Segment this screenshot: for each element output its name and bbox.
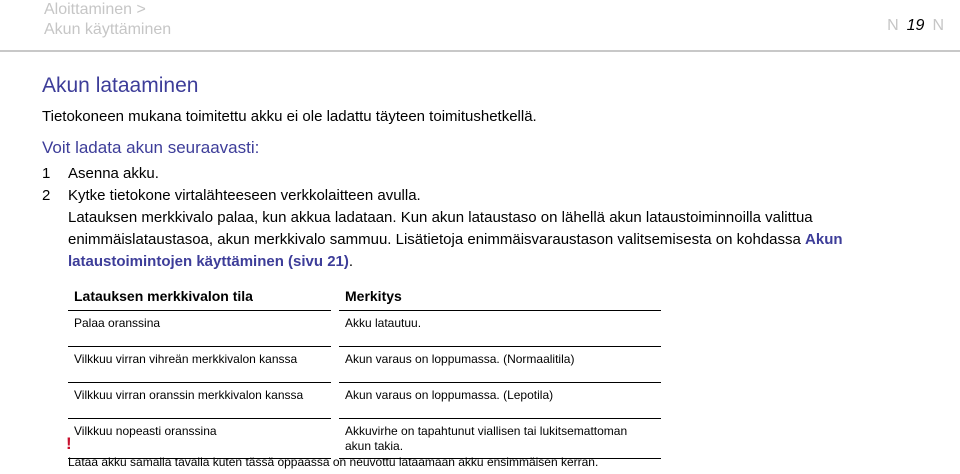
table-cell-meaning: Akku latautuu. [339,311,661,347]
detail-end: . [348,253,354,270]
table-cell-meaning: Akkuvirhe on tapahtunut viallisen tai lukitsemattoman akun takia. [339,419,661,459]
table-cell-status: Vilkkuu virran vihreän merkkivalon kanssa [68,347,331,383]
detail-text: Latauksen merkkivalo palaa, kun akkua ladataan. Kun akun lataustaso on lähellä akun lataustoiminnoilla valittua enimmäislataustasoa, akun merkkivalo sammuu. Lisätietoja enimmäisvaraustason valitsemisesta on kohdassa [68,209,813,248]
table-row [68,419,661,459]
step-number: 2 [42,187,51,204]
breadcrumb-link-1[interactable]: Aloittaminen > [44,1,146,18]
steps-list [42,163,922,273]
intro-text: Tietokoneen mukana toimitettu akku ei ole ladattu täyteen toimitushetkellä. [42,108,537,125]
step-1 [42,163,922,185]
page-navigation [887,17,944,35]
cross-reference-link[interactable]: Akun lataustoimintojen käyttäminen (sivu 21) [68,231,843,270]
next-page-arrow-icon[interactable]: N [932,17,944,34]
step-2-detail [42,207,922,273]
step-text: Kytke tietokone virtalähteeseen verkkolaitteen avulla. [68,187,421,204]
column-header-status: Latauksen merkkivalon tila [68,283,331,311]
table-row [68,311,661,347]
subheading: Voit ladata akun seuraavasti: [42,138,260,157]
header-divider [0,50,960,52]
breadcrumb [44,0,171,40]
warning-icon: ! [66,434,72,453]
indicator-table [68,283,661,459]
warning-note: Lataa akku samalla tavalla kuten tässä oppaassa on neuvottu lataamaan akku ensimmäisen kerran. [68,455,599,469]
table-cell-meaning: Akun varaus on loppumassa. (Lepotila) [339,383,661,419]
table-header-row [68,283,661,311]
step-text: Asenna akku. [68,165,159,182]
step-2 [42,185,922,207]
column-header-meaning: Merkitys [339,283,661,311]
prev-page-arrow-icon[interactable]: N [887,17,899,34]
table-row [68,347,661,383]
table-cell-status: Palaa oranssina [68,311,331,347]
table-cell-meaning: Akun varaus on loppumassa. (Normaalitila) [339,347,661,383]
page-number: 19 [906,17,925,34]
table-row [68,383,661,419]
table-cell-status: Vilkkuu virran oranssin merkkivalon kanssa [68,383,331,419]
page-title: Akun lataaminen [42,74,199,97]
step-number: 1 [42,165,51,182]
table-cell-status: Vilkkuu nopeasti oranssina [68,419,331,459]
breadcrumb-link-2[interactable]: Akun käyttäminen [44,21,172,38]
